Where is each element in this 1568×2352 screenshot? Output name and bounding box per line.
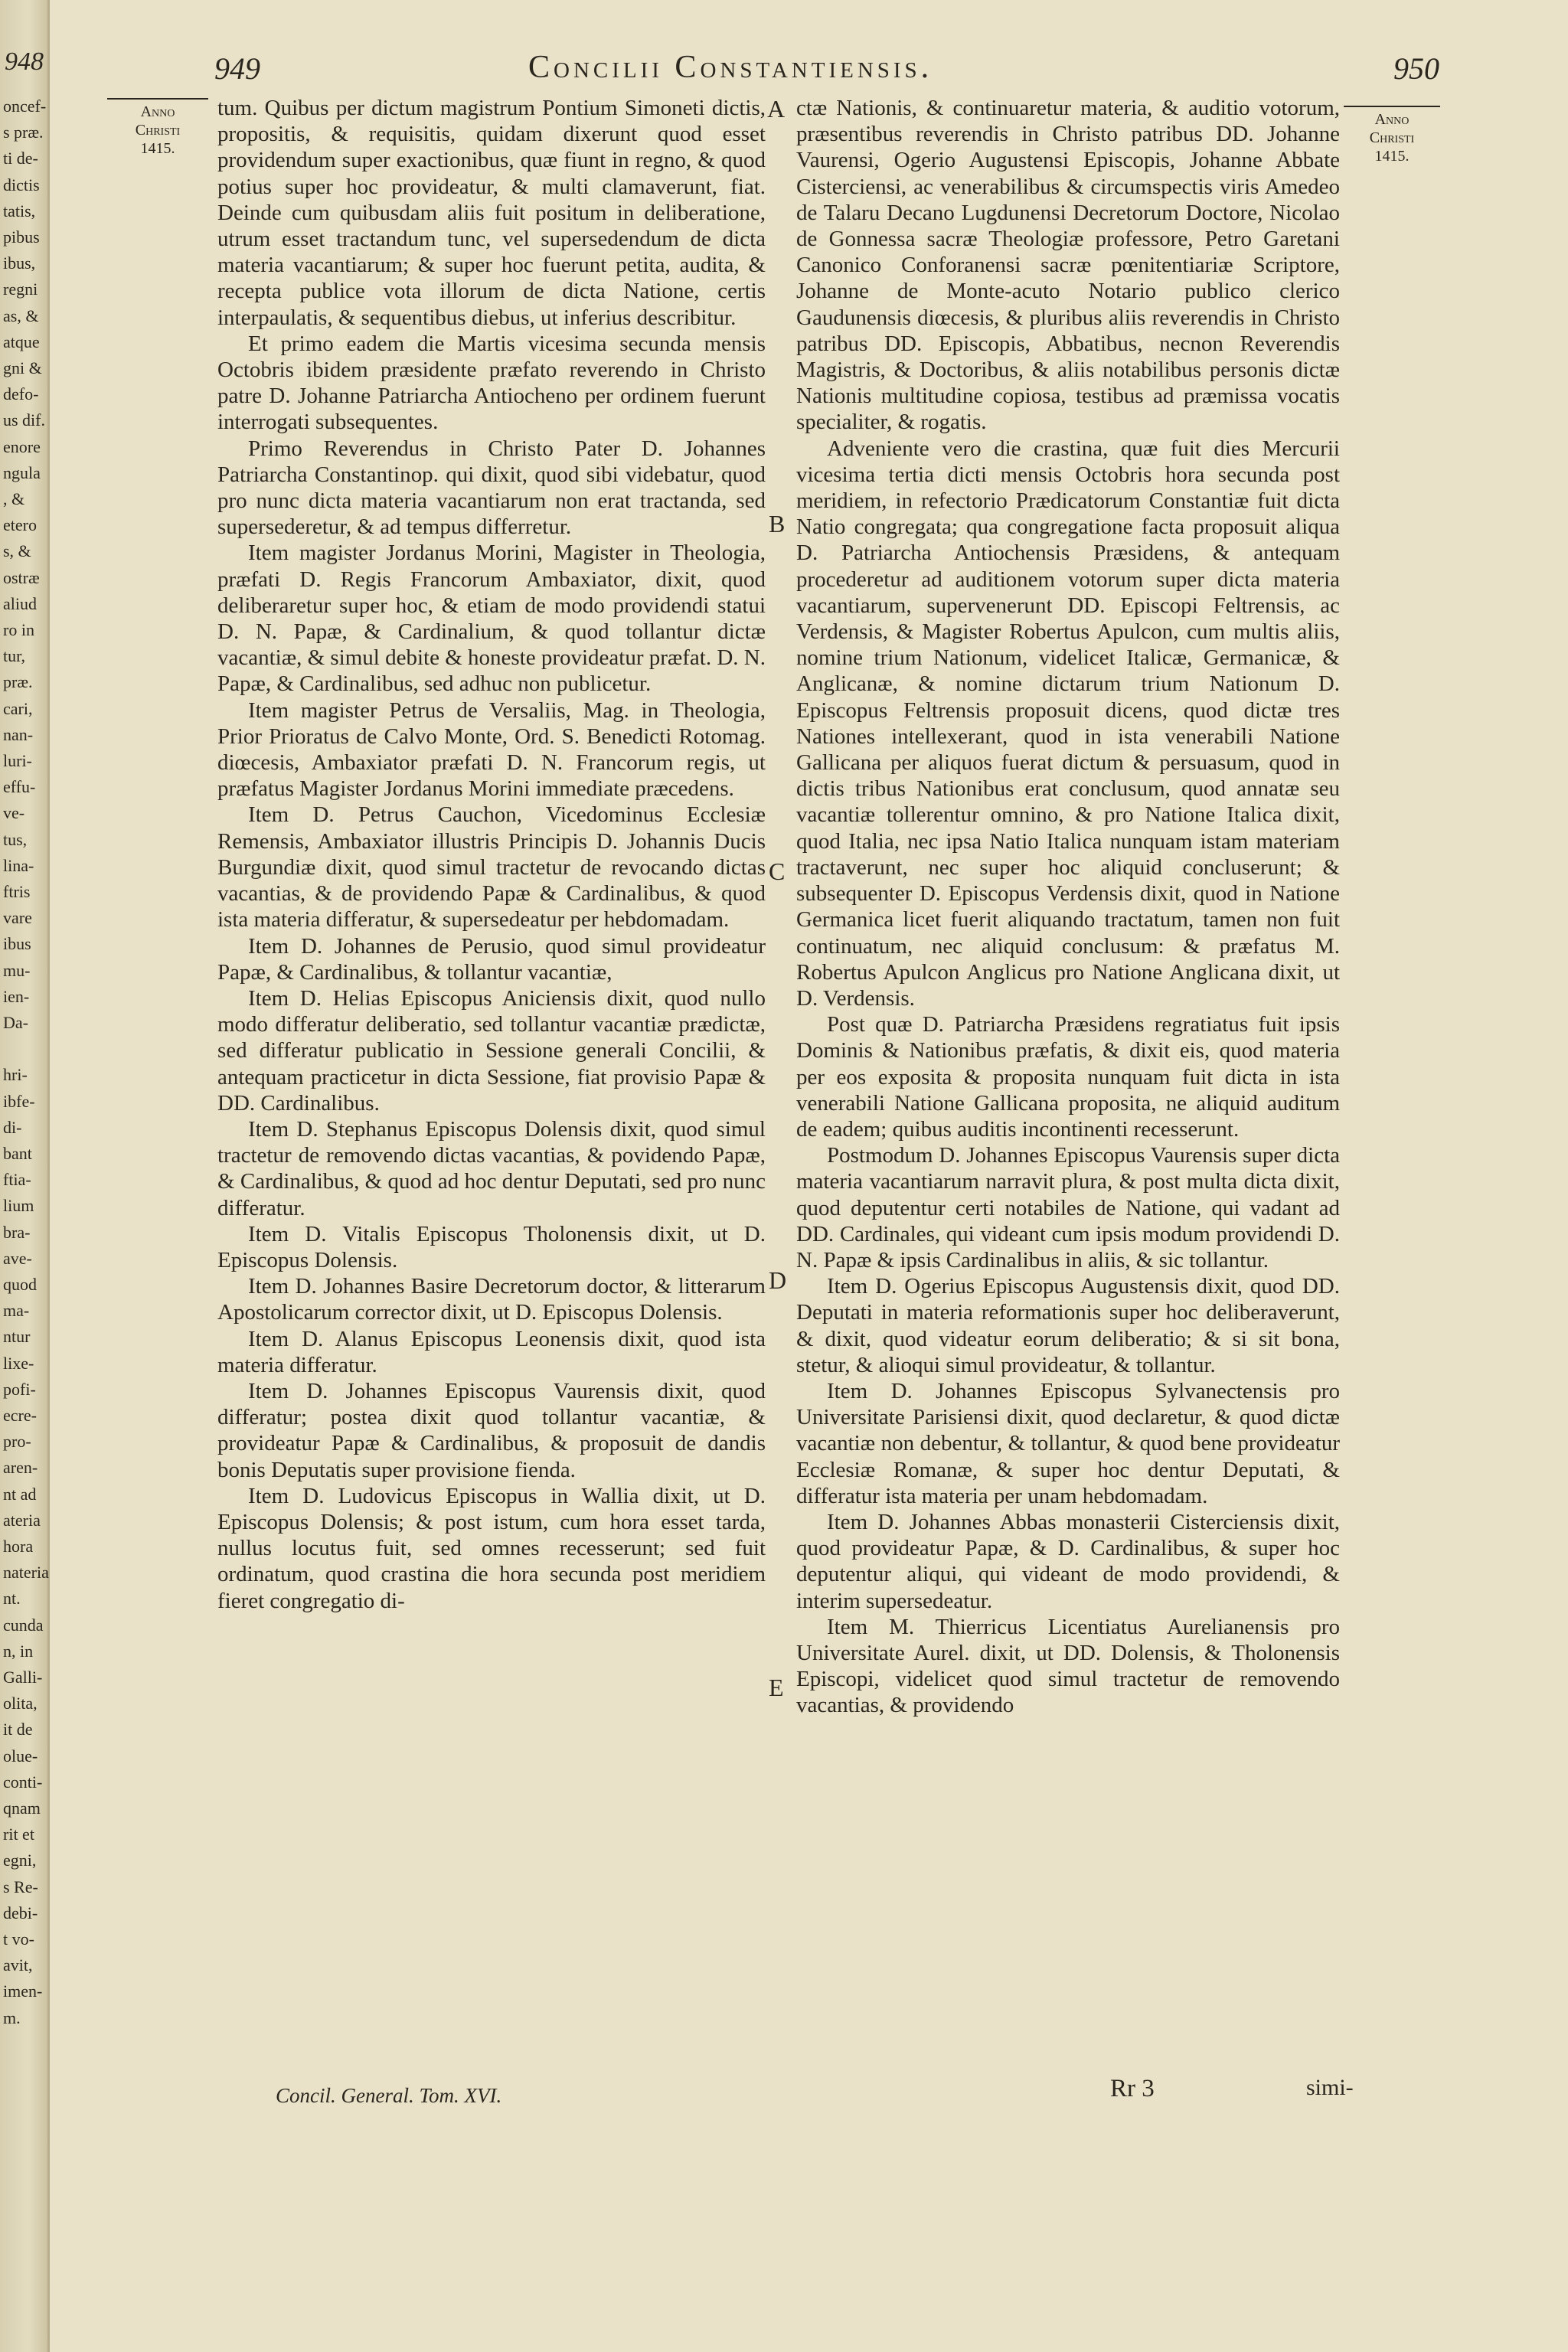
previous-page-edge-line: hora [3, 1537, 34, 1556]
previous-page-edge-line: nan- [3, 724, 34, 744]
previous-page-edge-line: quod [3, 1275, 37, 1294]
previous-page-edge-line: defo- [3, 384, 39, 404]
previous-page-edge-line: oncef- [3, 96, 47, 116]
previous-page-edge-line: pro- [3, 1432, 31, 1452]
paragraph: Item D. Johannes Abbas monasterii Cisterciensis dixit, quod provideatur Papæ, & D. Cardinalibus, & super hoc deputentur aliqui, qui videant de modo providendi, & interim supersedeatur. [796, 1509, 1340, 1613]
previous-page-edge-line: ostræ [3, 567, 40, 587]
previous-page-edge-line: as, & [3, 305, 39, 325]
paragraph: Adveniente vero die crastina, quæ fuit dies Mercurii vicesima tertia dicti mensis Octobris hora secunda post meridiem, in refectorio Prædicatorum Constantiæ fuit dicta Natio congregata; qua congregatione facta proposuit aliqua D. Patriarcha Antiochensis Præsidens, & antequam procederetur ad auditionem votorum super dicta materia vacantiarum, supervenerunt DD. Episcopi Feltrensis, ac Verdensis, & Magister Robertus Apulcon, cum multis aliis, nomine trium Nationum, videlicet Italicæ, Germanicæ, & Anglicanæ, & nomine dictarum trium Nationum D. Episcopus Feltrensis proposuit dicens, quod dictæ tres Nationes intellexerant, quod in ista venerabili Natione Gallicana per aliquos fuerat dictum & persuasum, quod in dictis tribus Nationibus erat conclusum, quod annatæ seu vacantiæ tollerentur omnino, & pro Natione Italica dixit, quod Italia, nec ipsa Natio Italica nunquam istam materiam tractaverunt, nec super hoc aliquid concluserunt; & subsequenter D. Episcopus Verdensis dixit, quod in Natione Germanica licet fuerit aliquando tractatum, tamen non fuit continuatum, nec aliquid conclusum: & præfatus M. Robertus Apulcon Anglicus pro Natione Anglicana dixit, ut D. Verdensis. [796, 436, 1340, 1011]
paragraph: Et primo eadem die Martis vicesima secunda mensis Octobris ibidem præsidente præfato reverendo in Christo patre D. Johanne Patriarcha Antiocheno per ordinem fuerunt interrogati subsequentes. [217, 331, 766, 435]
section-marker-a: A [767, 95, 786, 122]
previous-page-edge-line: gni & [3, 358, 42, 377]
previous-page-edge-line: di- [3, 1117, 22, 1137]
previous-page-edge-line: tur, [3, 646, 26, 666]
paragraph: Item D. Stephanus Episcopus Dolensis dixit, quod simul tractetur de removendo dictas vacantias, & povidendo Papæ, & Cardinalibus, & quod ad hoc dentur Deputati, sed pro nunc differatur. [217, 1116, 766, 1220]
previous-page-edge-line: atque [3, 332, 40, 351]
page-number-right: 950 [1393, 51, 1439, 86]
previous-page-edge-line: aren- [3, 1458, 38, 1478]
previous-page-edge-line: imen- [3, 1981, 43, 2001]
previous-page-edge-line: us dif. [3, 410, 45, 430]
previous-page-edge-line: Galli- [3, 1668, 43, 1687]
previous-page-edge-line: lixe- [3, 1353, 34, 1373]
right-text-column [796, 95, 1340, 1719]
paragraph: Item M. Thierricus Licentiatus Aurelianensis pro Universitate Aurel. dixit, ut DD. Dolensis, & Tholonensis Episcopi, videlicet quod simul tractetur de removendo vacantias, & providendo [796, 1614, 1340, 1718]
paragraph: Item D. Johannes Episcopus Vaurensis dixit, quod differatur; postea dixit quod tollantur vacantiæ, & provideatur Papæ & Cardinalibus, & proposuit de dandis bonis Deputatis super provisione fienda. [217, 1378, 766, 1482]
previous-page-edge-line: cari, [3, 698, 33, 718]
previous-page-edge-line: lina- [3, 855, 34, 875]
previous-page-edge-line: ibus [3, 934, 31, 954]
previous-page-edge-line: rit et [3, 1824, 34, 1844]
paragraph: Item D. Vitalis Episcopus Tholonensis dixit, ut D. Episcopus Dolensis. [217, 1221, 766, 1272]
paragraph: tum. Quibus per dictum magistrum Pontium Simoneti dictis, propositis, & requisitis, quidam dixerunt quod esset providendum super exactionibus, quæ fiunt in regno, & quod potius super hoc provideatur, & multi clamaverunt, fiat. Deinde cum quibusdam aliis fuit positum in deliberatione, utrum esset tractandum tunc, vel supersedendum de dicta materia vacantiarum; & super hoc fuerunt petita, audita, & recepta publice vota illorum de dicta Natione, certis interpaulatis, & sequentibus diebus, ut inferius describitur. [217, 96, 766, 330]
previous-page-edge-line: olita, [3, 1694, 38, 1713]
previous-page-number: 948 [5, 47, 44, 76]
previous-page-edge-line: enore [3, 436, 41, 456]
previous-page-edge-line: , & [3, 489, 25, 508]
previous-page-edge-line: egni, [3, 1851, 37, 1870]
previous-page-edge-line: effu- [3, 777, 36, 797]
paragraph: Post quæ D. Patriarcha Præsidens regratiatus fuit ipsis Dominis & Nationibus præfatis, & dixit eis, quod materia per eos exposita & proposita nunquam fuit dicta in ista venerabili Natione Gallicana proposita, ne aliquid auditum de eadem; quibus auditis incontinenti recesserunt. [796, 1012, 1340, 1142]
previous-page-edge-line: ateria [3, 1510, 41, 1530]
previous-page-edge-line: ti de- [3, 149, 38, 168]
page-number-left: 949 [214, 51, 260, 86]
previous-page-edge-line: nt. [3, 1589, 21, 1609]
previous-page-edge-line: t vo- [3, 1929, 34, 1949]
previous-page-edge-line: tatis, [3, 201, 36, 220]
paragraph: Item magister Jordanus Morini, Magister in Theologia, præfati D. Regis Francorum Ambaxiator, dixit, quod deliberaretur super hoc, & etiam de modo providendi statui D. N. Papæ, & Cardinalium, & quod tollantur dictæ vacantiæ, & simul debite & honeste provideatur præfat. D. N. Papæ, & Cardinalibus, sed adhuc non publicetur. [217, 541, 766, 697]
anno-christi-left: Anno Christi 1415. [107, 98, 208, 158]
previous-page-edge-line: dictis [3, 175, 40, 194]
previous-page-edge-line: avit, [3, 1955, 33, 1975]
paragraph: Item D. Johannes Basire Decretorum doctor, & litterarum Apostolicarum corrector dixit, ut D. Episcopus Dolensis. [217, 1274, 766, 1325]
previous-page-edge-line: ve- [3, 803, 25, 823]
signature-mark: Rr 3 [1110, 2075, 1155, 2102]
previous-page-edge-line: m. [3, 2007, 21, 2027]
previous-page-edge-line: s, & [3, 541, 31, 561]
previous-page-edge-line: regni [3, 279, 38, 299]
previous-page-edge-line: ave- [3, 1248, 32, 1268]
page-title: Concilii Constantiensis. [528, 50, 933, 85]
previous-page-edge-line: qnam [3, 1798, 41, 1818]
paragraph: ctæ Nationis, & continuaretur materia, & auditio votorum, præsentibus reverendis in Christo patribus DD. Johanne Vaurensi, Ogerio Augustensi Episcopis, Johanne Abbate Cisterciensi, ac venerabilibus & circumspectis viris Amedeo de Talaru Decano Lugdunensi Decretorum Doctore, Nicolao de Gonnessa sacræ Theologiæ professore, Petro Garetani Canonico Conforanensi sacræ pœnitentiariæ Scriptore, Johanne de Monte-acuto Notario publico clerico Gaudunensis diœcesis, & pluribus aliis reverendis in Christo patribus DD. Episcopis, Abbatibus, necnon Reverendis Magistris, & Doctoribus, & aliis notabilibus personis dictæ Nationis multitudine copiosa, testibus ad præmissa vocatis specialiter, & rogatis. [796, 96, 1340, 435]
previous-page-edge-line: cunda [3, 1615, 44, 1635]
previous-page-edge-line: pibus [3, 227, 40, 247]
paragraph: Item D. Ogerius Episcopus Augustensis dixit, quod DD. Deputati in materia reformationis super hoc deliberaverunt, & dixit, quod videatur eorum deliberatio; & si sit bona, stetur, & alioqui simul provideatur, & tollantur. [796, 1274, 1340, 1377]
previous-page-edge-line: præ. [3, 672, 33, 692]
anno-christi-right: Anno Christi 1415. [1344, 106, 1440, 165]
paragraph: Item D. Petrus Cauchon, Vicedominus Ecclesiæ Remensis, Ambaxiator illustris Principis D. Johannis Ducis Burgundiæ dixit, quod simul tractetur de revocando dictas vacantias, & de providendo Papæ & Cardinalibus, & quod ista materia differatur, & supersedeatur per hebdomadam. [217, 802, 766, 933]
paragraph: Item D. Alanus Episcopus Leonensis dixit, quod ista materia differatur. [217, 1326, 766, 1377]
paragraph: Primo Reverendus in Christo Pater D. Johannes Patriarcha Constantinop. qui dixit, quod sibi videbatur, quod pro nunc dicta materia vacantiarum non erat tractanda, sed supersederetur, & ad tempus differretur. [217, 436, 766, 540]
previous-page-edge-line: luri- [3, 751, 32, 770]
left-text-column [217, 95, 766, 1614]
previous-page-edge-line: bra- [3, 1222, 31, 1242]
previous-page-edge-line: olue- [3, 1746, 38, 1766]
previous-page-edge-line: ma- [3, 1301, 30, 1321]
section-marker-e: E [769, 1674, 784, 1701]
previous-page-edge-line: tus, [3, 829, 28, 849]
paragraph: Item D. Johannes de Perusio, quod simul provideatur Papæ, & Cardinalibus, & tollantur vacantiæ, [217, 933, 766, 985]
previous-page-edge-line: ro in [3, 620, 34, 639]
previous-page-edge-line: vare [3, 908, 32, 928]
previous-page-edge-line: bant [3, 1144, 32, 1163]
previous-page-edge-line: it de [3, 1720, 33, 1740]
paragraph: Item D. Helias Episcopus Aniciensis dixit, quod nullo modo differatur deliberatio, sed tollantur vacantiæ prædictæ, sed differatur publicatio in Sessione generali Concilii, & antequam practicetur in dicta Sessione, fiat provisio Papæ & DD. Cardinalibus. [217, 985, 766, 1116]
previous-page-edge-line: s præ. [3, 122, 44, 142]
previous-page-edge-line: debi- [3, 1903, 38, 1922]
section-marker-b: B [769, 510, 786, 537]
previous-page-edge-line: ien- [3, 986, 30, 1006]
previous-page-edge-line: mu- [3, 960, 31, 980]
paragraph: Postmodum D. Johannes Episcopus Vaurensis super dicta materia vacantiarum narravit plura, & post multa dicta dixit, quod deputentur certi notabiles de Natione, qui vadant ad DD. Cardinales, qui videant cum ipsis modum providendi D. N. Papæ & ipsis Cardinalibus in aliis, & sic tollantur. [796, 1143, 1340, 1272]
previous-page-edge-line: ibfe- [3, 1091, 35, 1111]
volume-footer: Concil. General. Tom. XVI. [276, 2084, 502, 2107]
previous-page-edge-line: s Re- [3, 1877, 38, 1896]
previous-page-edge-line: hri- [3, 1065, 28, 1085]
previous-page-edge-line: pofi- [3, 1379, 36, 1399]
previous-page-edge-line: ngula [3, 462, 41, 482]
previous-page-edge-line: ibus, [3, 253, 36, 273]
paragraph: Item D. Ludovicus Episcopus in Wallia dixit, ut D. Episcopus Dolensis; & post istum, cum hora esset tarda, nullus locutus fuit, sed omnes recesserunt; sed fuit ordinatum, quod crastina die hora secunda post meridiem fieret congregatio di- [217, 1483, 766, 1613]
previous-page-edge-line: ftia- [3, 1170, 31, 1190]
previous-page-edge-line: ecre- [3, 1406, 37, 1425]
previous-page-edge-line: nt ad [3, 1484, 37, 1504]
previous-page-edge [0, 0, 50, 2352]
previous-page-edge-line: lium [3, 1196, 34, 1216]
section-marker-d: D [769, 1266, 787, 1294]
previous-page-edge-line: etero [3, 515, 37, 535]
previous-page-edge-line: conti- [3, 1772, 43, 1792]
previous-page-edge-line: n, in [3, 1641, 34, 1661]
catchword: simi- [1306, 2075, 1354, 2100]
running-header [214, 46, 1439, 89]
section-marker-c: C [769, 858, 786, 885]
previous-page-edge-line: ftris [3, 882, 31, 901]
previous-page-edge-line: Da- [3, 1013, 28, 1032]
previous-page-edge-line: ntur [3, 1327, 31, 1347]
paragraph: Item magister Petrus de Versaliis, Mag. in Theologia, Prior Prioratus de Calvo Monte, Ord. S. Benedicti Rotomag. diœcesis, Ambaxiator præfati D. N. Francorum regis, ut præfatus Magister Jordanus Morini immediate præcedens. [217, 697, 766, 802]
previous-page-edge-line: aliud [3, 593, 37, 613]
paragraph: Item D. Johannes Episcopus Sylvanectensis pro Universitate Parisiensi dixit, quod declaretur, & quod dictæ vacantiæ non debentur, & tollantur, & quod bene provideatur Ecclesiæ Romanæ, & super hoc dentur Deputati, & differatur ista materia per unam hebdomadam. [796, 1378, 1340, 1508]
previous-page-edge-line: nateria [3, 1563, 49, 1583]
